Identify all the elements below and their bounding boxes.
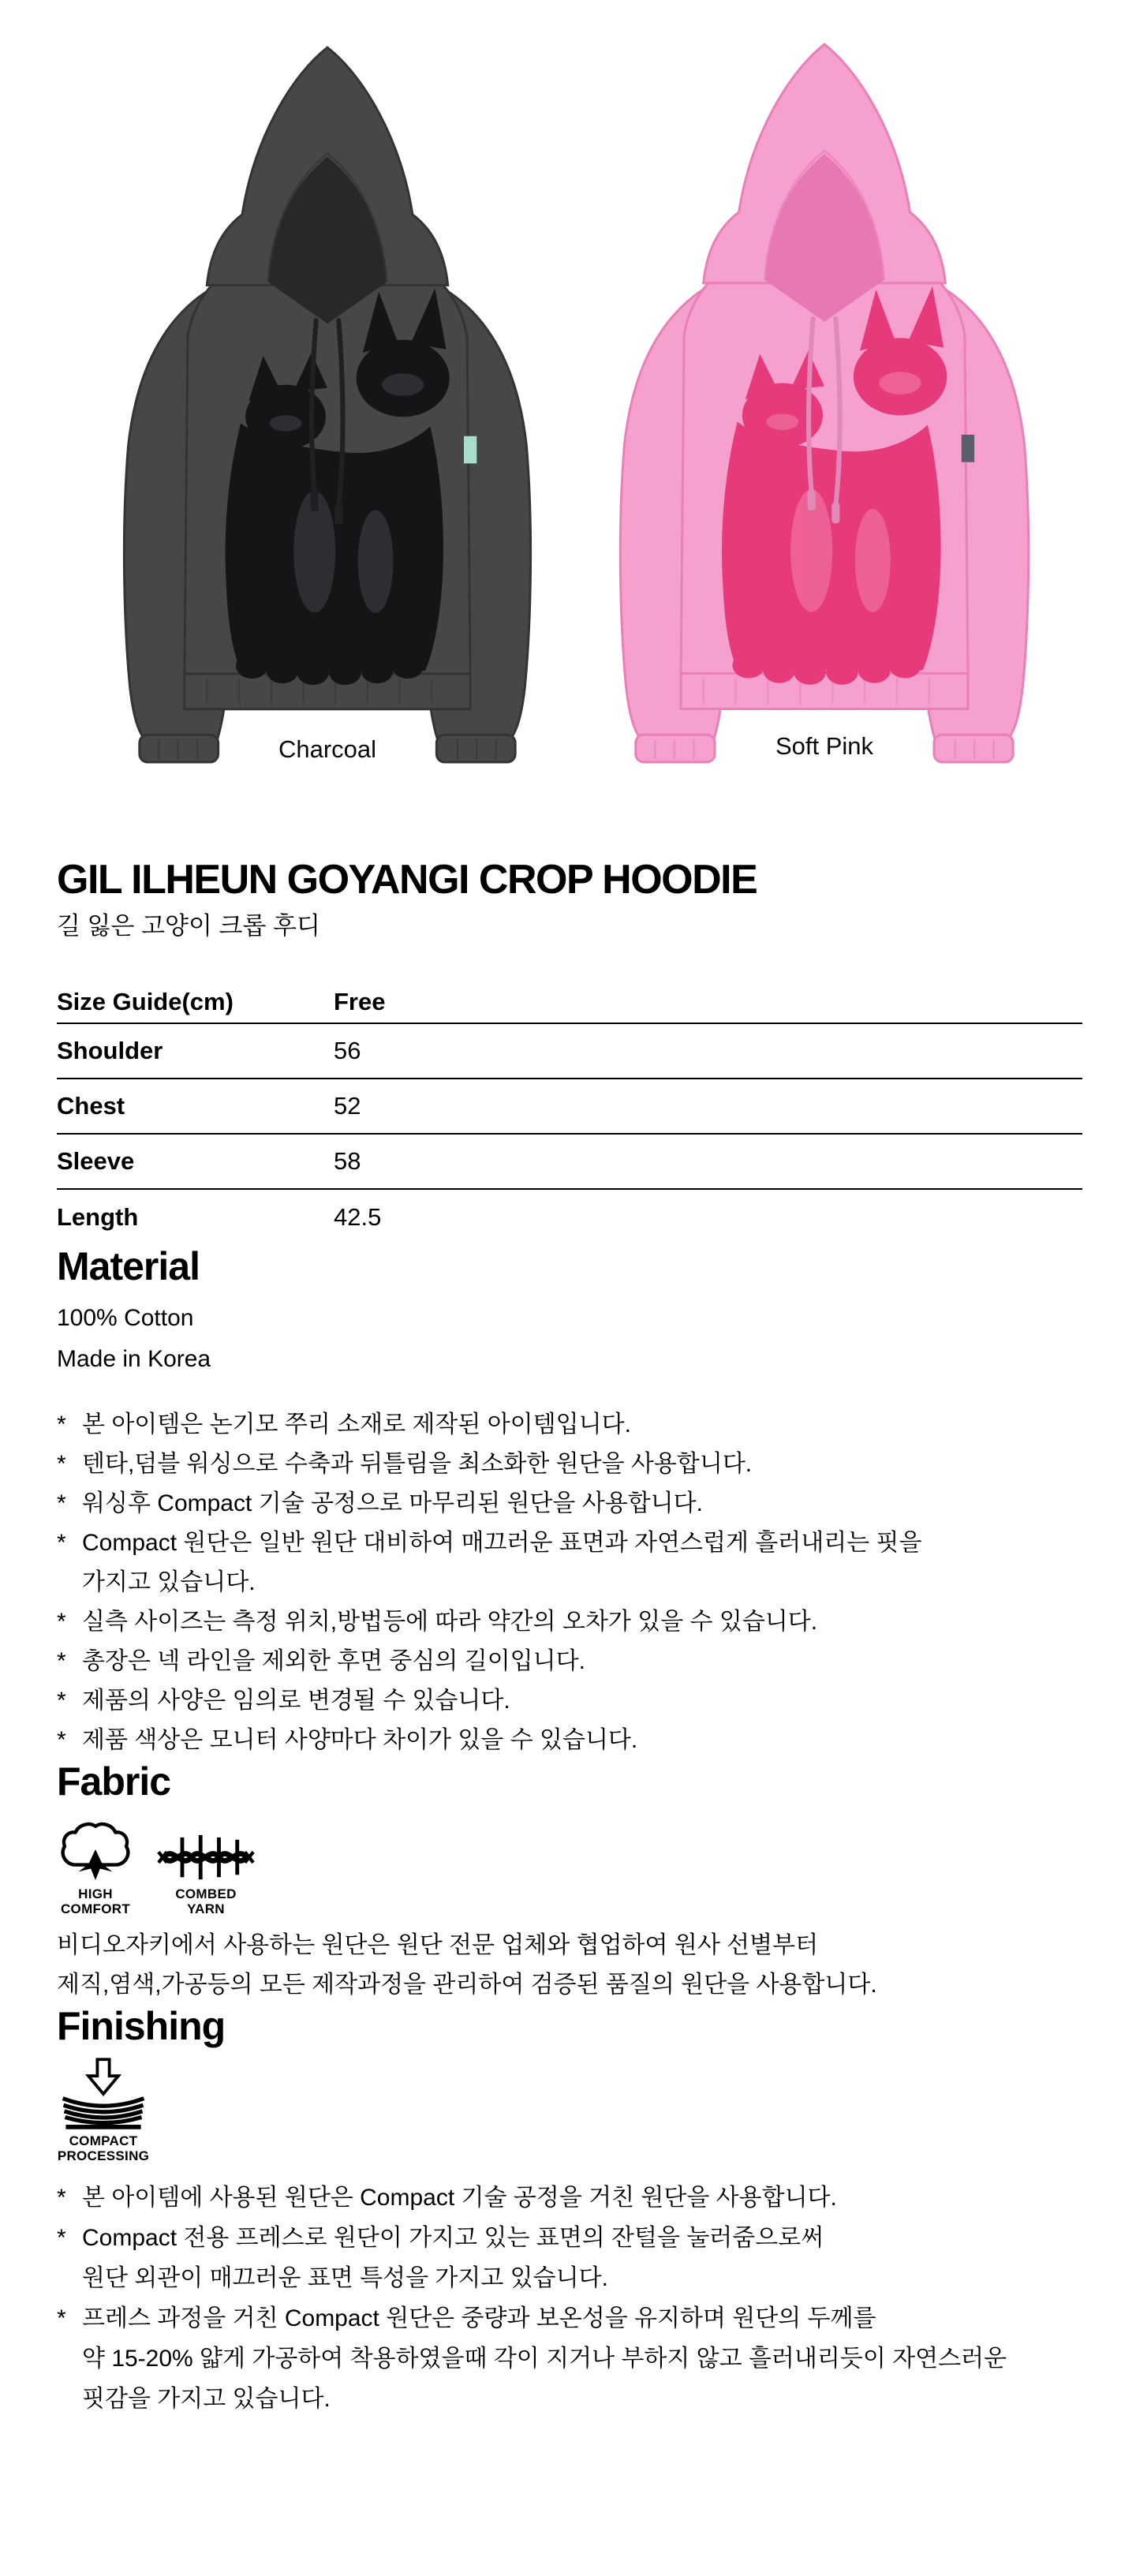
- measure-label: Chest: [57, 1092, 125, 1120]
- combed-yarn-icon: [156, 1833, 256, 1882]
- fabric-description-line: 제직,염색,가공등의 모든 제작과정을 관리하여 검증된 품질의 원단을 사용합니다.: [57, 1972, 877, 1998]
- asterisk-marker: *: [57, 2225, 66, 2251]
- finishing-notes: [57, 2178, 1082, 2419]
- size-guide-row: [57, 1135, 1082, 1190]
- fabric-description-line: 비디오자키에서 사용하는 원단은 원단 전문 업체와 협업하여 원사 선별부터: [57, 1932, 819, 1958]
- note-text: 프레스 과정을 거친 Compact 원단은 중량과 보온성을 유지하며 원단의 두께를: [82, 2305, 876, 2331]
- measure-label: Sleeve: [57, 1147, 135, 1175]
- note-text: 제품 색상은 모니터 사양마다 차이가 있을 수 있습니다.: [82, 1727, 638, 1753]
- measure-value: 58: [334, 1147, 361, 1175]
- side-seam-tag: [962, 435, 974, 462]
- asterisk-marker: *: [57, 1490, 66, 1516]
- asterisk-marker: [57, 2258, 82, 2298]
- colorway-label-soft-pink: Soft Pink: [775, 732, 874, 760]
- icon-label-line2: PROCESSING: [57, 2148, 150, 2163]
- combed-yarn-figure: [156, 1833, 256, 1916]
- note-text: 제품의 사양은 임의로 변경될 수 있습니다.: [82, 1688, 510, 1714]
- note-text: 가지고 있습니다.: [82, 1569, 256, 1595]
- compact-processing-label: [58, 2133, 149, 2163]
- hoodie-hem-band: [681, 674, 968, 709]
- note-text: 본 아이템은 논기모 쭈리 소재로 제작된 아이템입니다.: [82, 1411, 631, 1438]
- asterisk-marker: [57, 2339, 82, 2379]
- finishing-heading: Finishing: [57, 2004, 226, 2048]
- side-seam-tag: [464, 436, 476, 464]
- size-guide-header-label: Size Guide(cm): [57, 988, 234, 1015]
- product-subtitle-korean: 길 잃은 고양이 크롭 후디: [57, 912, 320, 940]
- size-guide-header-value: Free: [334, 988, 386, 1015]
- icon-label-line1: COMBED: [175, 1886, 237, 1901]
- colorway-label-charcoal: Charcoal: [278, 735, 377, 763]
- asterisk-marker: *: [57, 2185, 66, 2211]
- high-comfort-figure: [57, 1820, 134, 1916]
- note-text: Compact 원단은 일반 원단 대비하여 매끄러운 표면과 자연스럽게 흘러내리는 핏을: [82, 1530, 922, 1556]
- size-guide-row: [57, 1079, 1082, 1135]
- hoodie-illustration: [576, 35, 1073, 764]
- note-line: [57, 1563, 1082, 1602]
- material-line: 100% Cotton: [57, 1305, 194, 1331]
- product-title: GIL ILHEUN GOYANGI CROP HOODIE: [57, 857, 757, 903]
- asterisk-marker: [57, 2379, 82, 2419]
- note-text: 워싱후 Compact 기술 공정으로 마무리된 원단을 사용합니다.: [82, 1490, 703, 1516]
- material-summary: [57, 1298, 1082, 1380]
- icon-label-line1: COMPACT: [69, 2133, 138, 2148]
- asterisk-marker: *: [57, 1411, 66, 1438]
- note-text: 본 아이템에 사용된 원단은 Compact 기술 공정을 거친 원단을 사용합니다.: [82, 2185, 837, 2211]
- high-comfort-label: [61, 1886, 130, 1916]
- size-guide-header-row: [57, 981, 1082, 1024]
- asterisk-marker: *: [57, 1609, 66, 1635]
- icon-label-line1: HIGH: [78, 1886, 113, 1901]
- compact-processing-figure: [57, 2058, 150, 2163]
- measure-value: 56: [334, 1037, 361, 1064]
- fabric-description: [57, 1926, 1082, 2005]
- size-guide-row: [57, 1190, 1082, 1245]
- note-line: [57, 1642, 1082, 1681]
- note-line: [57, 2178, 1082, 2218]
- icon-label-line2: YARN: [187, 1901, 225, 1916]
- note-line: [57, 1602, 1082, 1642]
- note-line: [57, 1445, 1082, 1484]
- product-image-row: [0, 0, 1136, 781]
- hoodie-illustration: [83, 38, 572, 764]
- note-text: 총장은 넥 라인을 제외한 후면 중심의 길이입니다.: [82, 1648, 585, 1674]
- finishing-section: [57, 2005, 1082, 2419]
- product-image-charcoal: [83, 38, 572, 764]
- measure-value: 42.5: [334, 1203, 382, 1231]
- note-text: 실측 사이즈는 측정 위치,방법등에 따라 약간의 오차가 있을 수 있습니다.: [82, 1609, 818, 1635]
- material-notes: [57, 1405, 1082, 1760]
- note-line: [57, 2339, 1082, 2379]
- note-line: [57, 1484, 1082, 1524]
- note-line: [57, 1524, 1082, 1563]
- cotton-boll-icon: [57, 1820, 134, 1882]
- asterisk-marker: *: [57, 1648, 66, 1674]
- note-line: [57, 2298, 1082, 2339]
- soft-pink-hoodie-image: [576, 35, 1073, 764]
- hoodie-hem-band: [185, 674, 470, 709]
- note-line: [57, 1721, 1082, 1760]
- product-image-soft-pink: [576, 35, 1073, 764]
- measure-label: Length: [57, 1203, 139, 1231]
- icon-label-line2: COMFORT: [60, 1901, 131, 1916]
- note-text: 원단 외관이 매끄러운 표면 특성을 가지고 있습니다.: [82, 2265, 608, 2291]
- note-text: 핏감을 가지고 있습니다.: [82, 2386, 331, 2412]
- note-line: [57, 2258, 1082, 2298]
- fabric-heading: Fabric: [57, 1759, 171, 1804]
- note-text: 텐타,덤블 워싱으로 수축과 뒤틀림을 최소화한 원단을 사용합니다.: [82, 1451, 753, 1477]
- asterisk-marker: *: [57, 2305, 66, 2331]
- charcoal-hoodie-image: [83, 38, 572, 764]
- note-line: [57, 2379, 1082, 2419]
- note-text: 약 15-20% 얇게 가공하여 착용하였을때 각이 지거나 부하지 않고 흘러내리듯이 자연스러운: [82, 2346, 1007, 2372]
- size-guide-rows: [57, 1024, 1082, 1245]
- compact-processing-icon: [57, 2058, 150, 2130]
- measure-value: 52: [334, 1092, 361, 1120]
- combed-yarn-label: [175, 1886, 236, 1916]
- note-line: [57, 1681, 1082, 1721]
- fabric-icons: [57, 1820, 1082, 1916]
- measure-label: Shoulder: [57, 1037, 163, 1064]
- note-line: [57, 2218, 1082, 2258]
- asterisk-marker: *: [57, 1727, 66, 1753]
- asterisk-marker: *: [57, 1688, 66, 1714]
- asterisk-marker: *: [57, 1451, 66, 1477]
- material-line: Made in Korea: [57, 1346, 211, 1372]
- asterisk-marker: *: [57, 1530, 66, 1556]
- material-heading: Material: [57, 1244, 200, 1288]
- size-guide-row: [57, 1024, 1082, 1079]
- size-guide-table: [57, 981, 1082, 1245]
- asterisk-marker: [57, 1563, 82, 1602]
- note-line: [57, 1405, 1082, 1445]
- note-text: Compact 전용 프레스로 원단이 가지고 있는 표면의 잔털을 눌러줌으로써: [82, 2225, 824, 2251]
